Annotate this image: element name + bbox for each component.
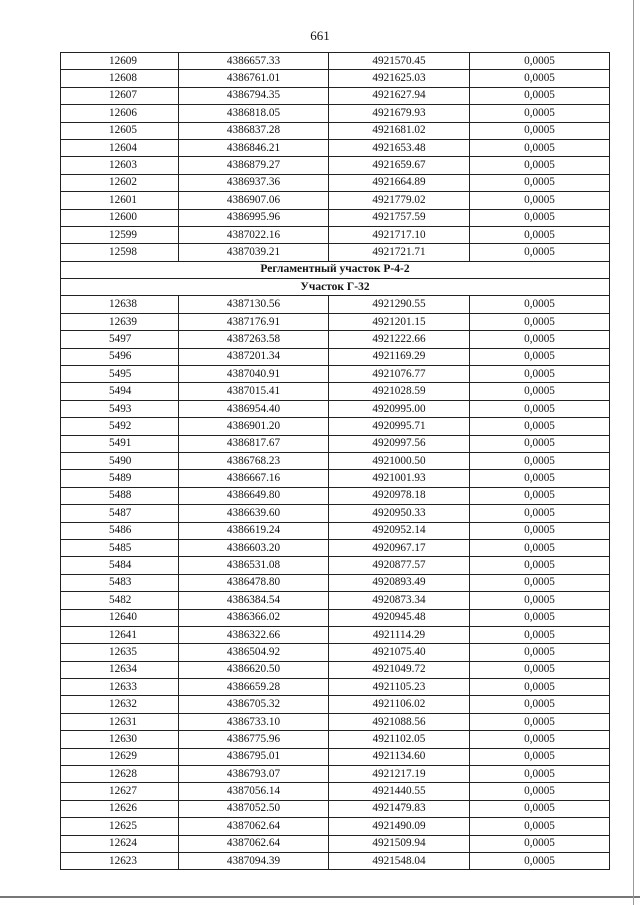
x-coordinate-cell: 4386818.05 [179, 105, 329, 122]
y-coordinate-cell: 4921717.10 [329, 226, 470, 243]
point-number-cell: 12608 [61, 70, 179, 87]
value-cell: 0,0005 [470, 174, 610, 191]
point-number-cell: 12604 [61, 139, 179, 156]
page-bottom-edge [0, 896, 640, 898]
value-cell: 0,0005 [470, 157, 610, 174]
x-coordinate-cell: 4386531.08 [179, 557, 329, 574]
x-coordinate-cell: 4386795.01 [179, 748, 329, 765]
point-number-cell: 12602 [61, 174, 179, 191]
value-cell: 0,0005 [470, 53, 610, 70]
y-coordinate-cell: 4921028.59 [329, 383, 470, 400]
value-cell: 0,0005 [470, 313, 610, 330]
value-cell: 0,0005 [470, 644, 610, 661]
table-row [61, 139, 610, 156]
table-row [61, 852, 610, 869]
x-coordinate-cell: 4387094.39 [179, 852, 329, 869]
y-coordinate-cell: 4921105.23 [329, 679, 470, 696]
y-coordinate-cell: 4920950.33 [329, 505, 470, 522]
point-number-cell: 12627 [61, 783, 179, 800]
value-cell: 0,0005 [470, 139, 610, 156]
value-cell: 0,0005 [470, 105, 610, 122]
table-row [61, 174, 610, 191]
value-cell: 0,0005 [470, 539, 610, 556]
point-number-cell: 12600 [61, 209, 179, 226]
table-row [61, 331, 610, 348]
x-coordinate-cell: 4386775.96 [179, 731, 329, 748]
table-row [61, 418, 610, 435]
point-number-cell: 12603 [61, 157, 179, 174]
point-number-cell: 12634 [61, 661, 179, 678]
subsection-title: Участок Г-32 [61, 279, 610, 296]
point-number-cell: 12633 [61, 679, 179, 696]
table-row [61, 53, 610, 70]
y-coordinate-cell: 4920893.49 [329, 574, 470, 591]
table-row [61, 87, 610, 104]
table-row [61, 592, 610, 609]
value-cell: 0,0005 [470, 70, 610, 87]
table-row [61, 522, 610, 539]
x-coordinate-cell: 4386366.02 [179, 609, 329, 626]
x-coordinate-cell: 4386649.80 [179, 487, 329, 504]
y-coordinate-cell: 4921049.72 [329, 661, 470, 678]
table-row [61, 348, 610, 365]
table-row [61, 748, 610, 765]
y-coordinate-cell: 4921570.45 [329, 53, 470, 70]
table-row [61, 731, 610, 748]
x-coordinate-cell: 4387263.58 [179, 331, 329, 348]
x-coordinate-cell: 4387056.14 [179, 783, 329, 800]
table-row [61, 313, 610, 330]
table-row [61, 244, 610, 261]
x-coordinate-cell: 4387052.50 [179, 800, 329, 817]
value-cell: 0,0005 [470, 818, 610, 835]
value-cell: 0,0005 [470, 470, 610, 487]
point-number-cell: 12601 [61, 192, 179, 209]
x-coordinate-cell: 4386603.20 [179, 539, 329, 556]
x-coordinate-cell: 4386657.33 [179, 53, 329, 70]
value-cell: 0,0005 [470, 192, 610, 209]
value-cell: 0,0005 [470, 226, 610, 243]
value-cell: 0,0005 [470, 296, 610, 313]
y-coordinate-cell: 4921679.93 [329, 105, 470, 122]
y-coordinate-cell: 4921681.02 [329, 122, 470, 139]
table-row [61, 105, 610, 122]
point-number-cell: 5490 [61, 452, 179, 469]
y-coordinate-cell: 4921479.83 [329, 800, 470, 817]
value-cell: 0,0005 [470, 505, 610, 522]
y-coordinate-cell: 4921290.55 [329, 296, 470, 313]
y-coordinate-cell: 4921217.19 [329, 766, 470, 783]
x-coordinate-cell: 4386937.36 [179, 174, 329, 191]
value-cell: 0,0005 [470, 209, 610, 226]
point-number-cell: 12599 [61, 226, 179, 243]
value-cell: 0,0005 [470, 835, 610, 852]
x-coordinate-cell: 4386901.20 [179, 418, 329, 435]
y-coordinate-cell: 4920978.18 [329, 487, 470, 504]
value-cell: 0,0005 [470, 557, 610, 574]
value-cell: 0,0005 [470, 800, 610, 817]
x-coordinate-cell: 4387039.21 [179, 244, 329, 261]
table-row [61, 661, 610, 678]
x-coordinate-cell: 4386322.66 [179, 626, 329, 643]
point-number-cell: 5491 [61, 435, 179, 452]
y-coordinate-cell: 4920995.00 [329, 400, 470, 417]
table-row [61, 226, 610, 243]
point-number-cell: 5488 [61, 487, 179, 504]
page-number: 661 [310, 28, 330, 43]
x-coordinate-cell: 4387176.91 [179, 313, 329, 330]
value-cell: 0,0005 [470, 331, 610, 348]
point-number-cell: 12638 [61, 296, 179, 313]
table-row [61, 452, 610, 469]
value-cell: 0,0005 [470, 348, 610, 365]
table-row [61, 157, 610, 174]
x-coordinate-cell: 4386846.21 [179, 139, 329, 156]
x-coordinate-cell: 4386667.16 [179, 470, 329, 487]
point-number-cell: 5492 [61, 418, 179, 435]
x-coordinate-cell: 4386954.40 [179, 400, 329, 417]
point-number-cell: 12632 [61, 696, 179, 713]
y-coordinate-cell: 4921509.94 [329, 835, 470, 852]
point-number-cell: 12640 [61, 609, 179, 626]
table-row [61, 383, 610, 400]
x-coordinate-cell: 4386384.54 [179, 592, 329, 609]
value-cell: 0,0005 [470, 452, 610, 469]
y-coordinate-cell: 4920952.14 [329, 522, 470, 539]
y-coordinate-cell: 4921664.89 [329, 174, 470, 191]
y-coordinate-cell: 4921627.94 [329, 87, 470, 104]
x-coordinate-cell: 4386659.28 [179, 679, 329, 696]
value-cell: 0,0005 [470, 383, 610, 400]
x-coordinate-cell: 4386504.92 [179, 644, 329, 661]
point-number-cell: 12631 [61, 713, 179, 730]
value-cell: 0,0005 [470, 87, 610, 104]
point-number-cell: 12598 [61, 244, 179, 261]
table-row [61, 487, 610, 504]
section-title: Регламентный участок Р-4-2 [61, 261, 610, 278]
point-number-cell: 5489 [61, 470, 179, 487]
y-coordinate-cell: 4921625.03 [329, 70, 470, 87]
x-coordinate-cell: 4387201.34 [179, 348, 329, 365]
point-number-cell: 12626 [61, 800, 179, 817]
point-number-cell: 5494 [61, 383, 179, 400]
y-coordinate-cell: 4921659.67 [329, 157, 470, 174]
value-cell: 0,0005 [470, 696, 610, 713]
value-cell: 0,0005 [470, 244, 610, 261]
table-row [61, 574, 610, 591]
x-coordinate-cell: 4386817.67 [179, 435, 329, 452]
point-number-cell: 5486 [61, 522, 179, 539]
table-row [61, 539, 610, 556]
value-cell: 0,0005 [470, 852, 610, 869]
table-row [61, 470, 610, 487]
y-coordinate-cell: 4921779.02 [329, 192, 470, 209]
point-number-cell: 12639 [61, 313, 179, 330]
table-row [61, 679, 610, 696]
point-number-cell: 12624 [61, 835, 179, 852]
y-coordinate-cell: 4921548.04 [329, 852, 470, 869]
y-coordinate-cell: 4921757.59 [329, 209, 470, 226]
table-row [61, 818, 610, 835]
value-cell: 0,0005 [470, 435, 610, 452]
point-number-cell: 12607 [61, 87, 179, 104]
subsection-title-row [61, 279, 610, 296]
point-number-cell: 5482 [61, 592, 179, 609]
x-coordinate-cell: 4386768.23 [179, 452, 329, 469]
value-cell: 0,0005 [470, 487, 610, 504]
value-cell: 0,0005 [470, 574, 610, 591]
y-coordinate-cell: 4920967.17 [329, 539, 470, 556]
y-coordinate-cell: 4921102.05 [329, 731, 470, 748]
y-coordinate-cell: 4920995.71 [329, 418, 470, 435]
x-coordinate-cell: 4387015.41 [179, 383, 329, 400]
table-row [61, 783, 610, 800]
y-coordinate-cell: 4921000.50 [329, 452, 470, 469]
x-coordinate-cell: 4386793.07 [179, 766, 329, 783]
point-number-cell: 5485 [61, 539, 179, 556]
y-coordinate-cell: 4920945.48 [329, 609, 470, 626]
point-number-cell: 12641 [61, 626, 179, 643]
x-coordinate-cell: 4387022.16 [179, 226, 329, 243]
table-row [61, 70, 610, 87]
value-cell: 0,0005 [470, 522, 610, 539]
value-cell: 0,0005 [470, 661, 610, 678]
value-cell: 0,0005 [470, 626, 610, 643]
y-coordinate-cell: 4921114.29 [329, 626, 470, 643]
table-row [61, 713, 610, 730]
x-coordinate-cell: 4386733.10 [179, 713, 329, 730]
x-coordinate-cell: 4386907.06 [179, 192, 329, 209]
point-number-cell: 12605 [61, 122, 179, 139]
value-cell: 0,0005 [470, 418, 610, 435]
table-row [61, 626, 610, 643]
value-cell: 0,0005 [470, 400, 610, 417]
value-cell: 0,0005 [470, 731, 610, 748]
y-coordinate-cell: 4921201.15 [329, 313, 470, 330]
y-coordinate-cell: 4920997.56 [329, 435, 470, 452]
y-coordinate-cell: 4921001.93 [329, 470, 470, 487]
point-number-cell: 5496 [61, 348, 179, 365]
x-coordinate-cell: 4387062.64 [179, 818, 329, 835]
y-coordinate-cell: 4921169.29 [329, 348, 470, 365]
point-number-cell: 12628 [61, 766, 179, 783]
x-coordinate-cell: 4387062.64 [179, 835, 329, 852]
table-row [61, 835, 610, 852]
x-coordinate-cell: 4386705.32 [179, 696, 329, 713]
table-row [61, 122, 610, 139]
page-right-edge [633, 0, 634, 905]
x-coordinate-cell: 4386761.01 [179, 70, 329, 87]
point-number-cell: 5497 [61, 331, 179, 348]
table-row [61, 435, 610, 452]
value-cell: 0,0005 [470, 713, 610, 730]
table-row [61, 192, 610, 209]
table-row [61, 800, 610, 817]
value-cell: 0,0005 [470, 592, 610, 609]
value-cell: 0,0005 [470, 679, 610, 696]
x-coordinate-cell: 4386619.24 [179, 522, 329, 539]
x-coordinate-cell: 4386995.96 [179, 209, 329, 226]
value-cell: 0,0005 [470, 609, 610, 626]
point-number-cell: 5493 [61, 400, 179, 417]
point-number-cell: 12630 [61, 731, 179, 748]
y-coordinate-cell: 4921222.66 [329, 331, 470, 348]
table-row [61, 505, 610, 522]
value-cell: 0,0005 [470, 783, 610, 800]
y-coordinate-cell: 4921721.71 [329, 244, 470, 261]
point-number-cell: 12625 [61, 818, 179, 835]
point-number-cell: 12623 [61, 852, 179, 869]
y-coordinate-cell: 4920877.57 [329, 557, 470, 574]
point-number-cell: 12606 [61, 105, 179, 122]
point-number-cell: 5495 [61, 366, 179, 383]
y-coordinate-cell: 4921490.09 [329, 818, 470, 835]
coordinates-table [60, 52, 610, 870]
point-number-cell: 5483 [61, 574, 179, 591]
x-coordinate-cell: 4386837.28 [179, 122, 329, 139]
table-row [61, 766, 610, 783]
y-coordinate-cell: 4921653.48 [329, 139, 470, 156]
table-row [61, 609, 610, 626]
value-cell: 0,0005 [470, 122, 610, 139]
point-number-cell: 12635 [61, 644, 179, 661]
section-title-row [61, 261, 610, 278]
x-coordinate-cell: 4386620.50 [179, 661, 329, 678]
point-number-cell: 12609 [61, 53, 179, 70]
y-coordinate-cell: 4920873.34 [329, 592, 470, 609]
x-coordinate-cell: 4386639.60 [179, 505, 329, 522]
table-row [61, 557, 610, 574]
table-row [61, 696, 610, 713]
value-cell: 0,0005 [470, 766, 610, 783]
point-number-cell: 12629 [61, 748, 179, 765]
value-cell: 0,0005 [470, 748, 610, 765]
y-coordinate-cell: 4921088.56 [329, 713, 470, 730]
table-row [61, 366, 610, 383]
x-coordinate-cell: 4387040.91 [179, 366, 329, 383]
y-coordinate-cell: 4921076.77 [329, 366, 470, 383]
x-coordinate-cell: 4386879.27 [179, 157, 329, 174]
table-row [61, 644, 610, 661]
y-coordinate-cell: 4921440.55 [329, 783, 470, 800]
table-row [61, 209, 610, 226]
point-number-cell: 5487 [61, 505, 179, 522]
value-cell: 0,0005 [470, 366, 610, 383]
point-number-cell: 5484 [61, 557, 179, 574]
table-row [61, 400, 610, 417]
x-coordinate-cell: 4387130.56 [179, 296, 329, 313]
y-coordinate-cell: 4921134.60 [329, 748, 470, 765]
x-coordinate-cell: 4386478.80 [179, 574, 329, 591]
x-coordinate-cell: 4386794.35 [179, 87, 329, 104]
y-coordinate-cell: 4921075.40 [329, 644, 470, 661]
y-coordinate-cell: 4921106.02 [329, 696, 470, 713]
table-row [61, 296, 610, 313]
